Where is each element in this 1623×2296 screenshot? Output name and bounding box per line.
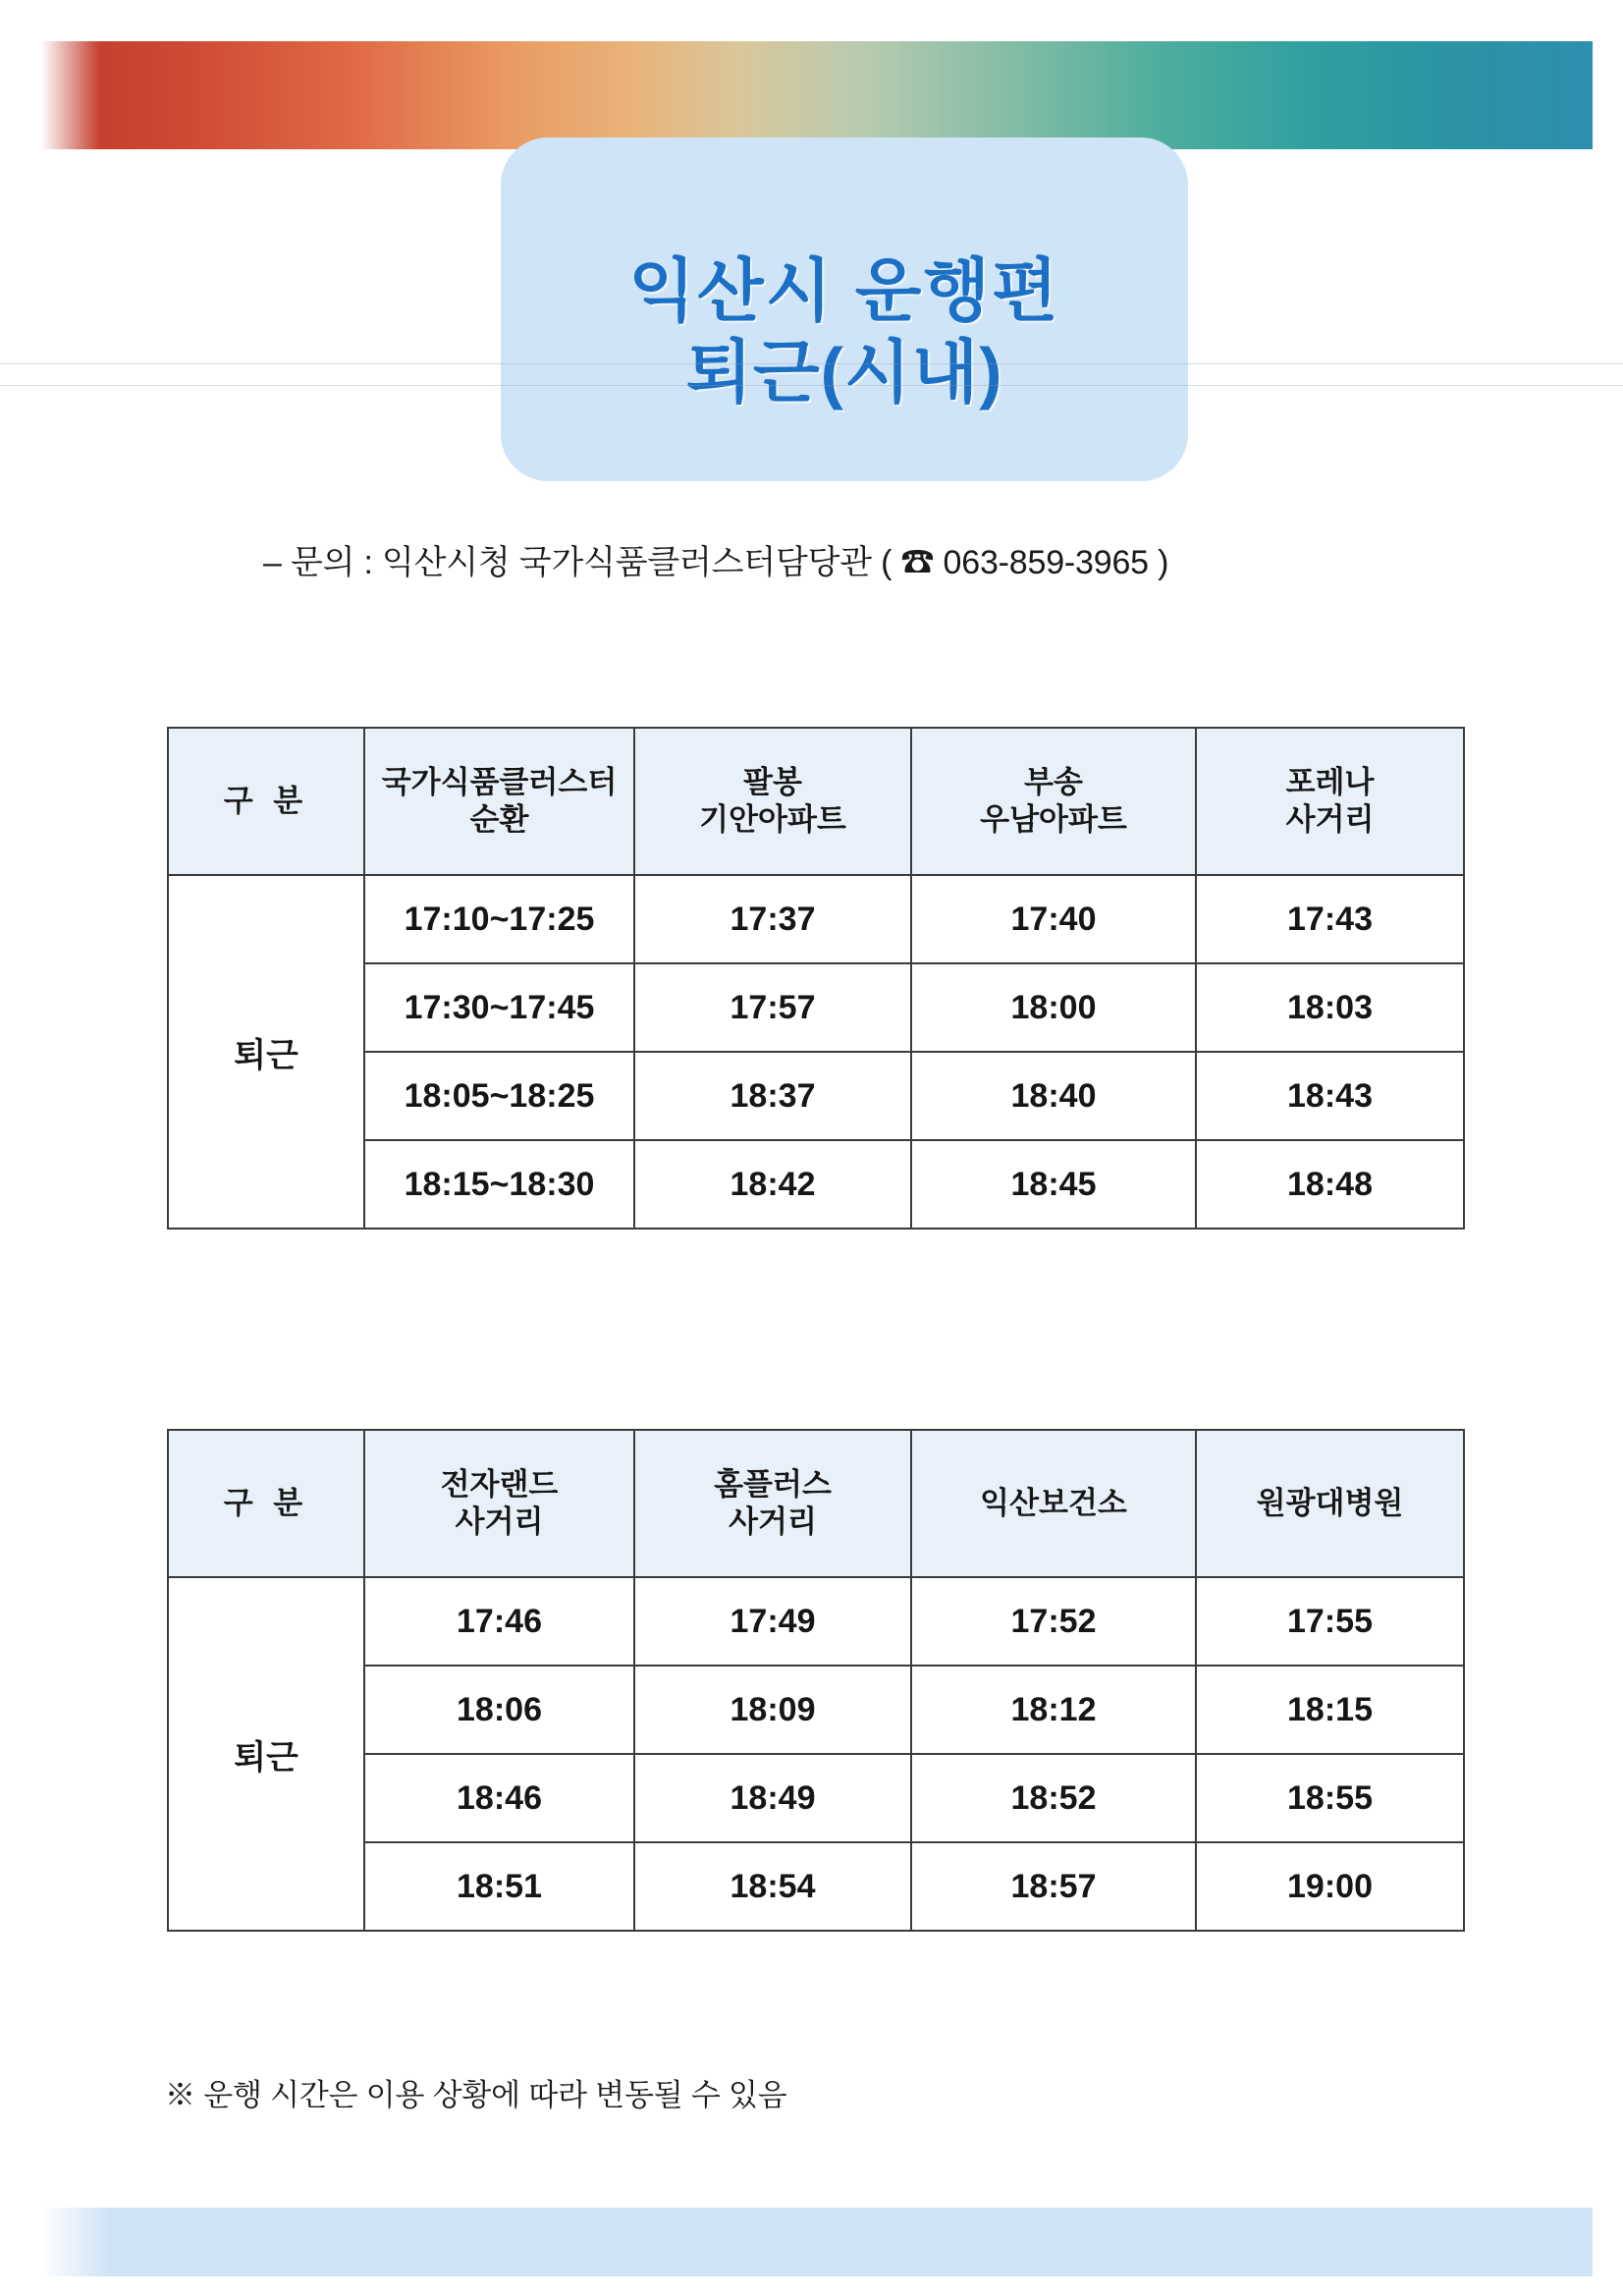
cell-time: 18:15: [1196, 1666, 1464, 1754]
cell-time: 17:55: [1196, 1577, 1464, 1666]
cell-time: 17:46: [364, 1577, 634, 1666]
row-header-outbound: 퇴근: [168, 1577, 364, 1931]
cell-time: 18:57: [911, 1842, 1196, 1931]
page-title-line1: 익산시 운행편: [628, 252, 1060, 330]
table-header-row: [168, 1430, 1464, 1577]
cell-departure-window: 17:30~17:45: [364, 963, 634, 1052]
schedule-table-part2: [167, 1429, 1465, 1932]
cell-time: 18:40: [911, 1052, 1196, 1140]
cell-time: 18:37: [634, 1052, 911, 1140]
column-header-category: 구 분: [168, 728, 364, 875]
bottom-banner-fade: [41, 2208, 110, 2276]
bottom-banner: [41, 2208, 1593, 2276]
page-title-line2: 퇴근(시내): [685, 334, 1003, 410]
footnote: ※ 운행 시간은 이용 상황에 따라 변동될 수 있음: [165, 2078, 787, 2112]
cell-time: 18:48: [1196, 1140, 1464, 1229]
cell-time: 18:54: [634, 1842, 911, 1931]
cell-departure-window: 18:05~18:25: [364, 1052, 634, 1140]
cell-time: 19:00: [1196, 1842, 1464, 1931]
cell-time: 18:42: [634, 1140, 911, 1229]
top-banner-fade: [41, 41, 100, 149]
column-header-forena: 포레나 사거리: [1196, 728, 1464, 875]
cell-time: 17:43: [1196, 875, 1464, 963]
cell-time: 18:49: [634, 1754, 911, 1842]
column-header-category: 구 분: [168, 1430, 364, 1577]
schedule-table-part1: [167, 727, 1465, 1230]
column-header-health-center: 익산보건소: [911, 1430, 1196, 1577]
cell-time: 18:12: [911, 1666, 1196, 1754]
column-header-electronics-land: 전자랜드 사거리: [364, 1430, 634, 1577]
column-header-palbong: 팔봉 기안아파트: [634, 728, 911, 875]
cell-time: 18:43: [1196, 1052, 1464, 1140]
title-plaque: [501, 137, 1188, 481]
cell-time: 18:45: [911, 1140, 1196, 1229]
column-header-homeplus: 홈플러스 사거리: [634, 1430, 911, 1577]
scan-line: [0, 385, 1623, 386]
table-row: [168, 1577, 1464, 1666]
cell-departure-window: 17:10~17:25: [364, 875, 634, 963]
cell-time: 17:49: [634, 1577, 911, 1666]
table-header-row: [168, 728, 1464, 875]
cell-time: 18:55: [1196, 1754, 1464, 1842]
cell-time: 17:37: [634, 875, 911, 963]
cell-time: 17:52: [911, 1577, 1196, 1666]
top-gradient-banner: [41, 41, 1593, 149]
cell-time: 18:00: [911, 963, 1196, 1052]
cell-time: 18:09: [634, 1666, 911, 1754]
cell-time: 18:46: [364, 1754, 634, 1842]
column-header-wonkwang-hospital: 원광대병원: [1196, 1430, 1464, 1577]
column-header-cluster: 국가식품클러스터 순환: [364, 728, 634, 875]
cell-time: 18:51: [364, 1842, 634, 1931]
table-row: [168, 875, 1464, 963]
row-header-outbound: 퇴근: [168, 875, 364, 1229]
column-header-busong: 부송 우남아파트: [911, 728, 1196, 875]
scan-line: [0, 363, 1623, 364]
cell-time: 18:03: [1196, 963, 1464, 1052]
cell-time: 18:06: [364, 1666, 634, 1754]
cell-time: 17:40: [911, 875, 1196, 963]
cell-time: 18:52: [911, 1754, 1196, 1842]
cell-departure-window: 18:15~18:30: [364, 1140, 634, 1229]
contact-line: – 문의 : 익산시청 국가식품클러스터담당관 ( ☎ 063-859-3965 ): [263, 544, 1169, 581]
cell-time: 17:57: [634, 963, 911, 1052]
